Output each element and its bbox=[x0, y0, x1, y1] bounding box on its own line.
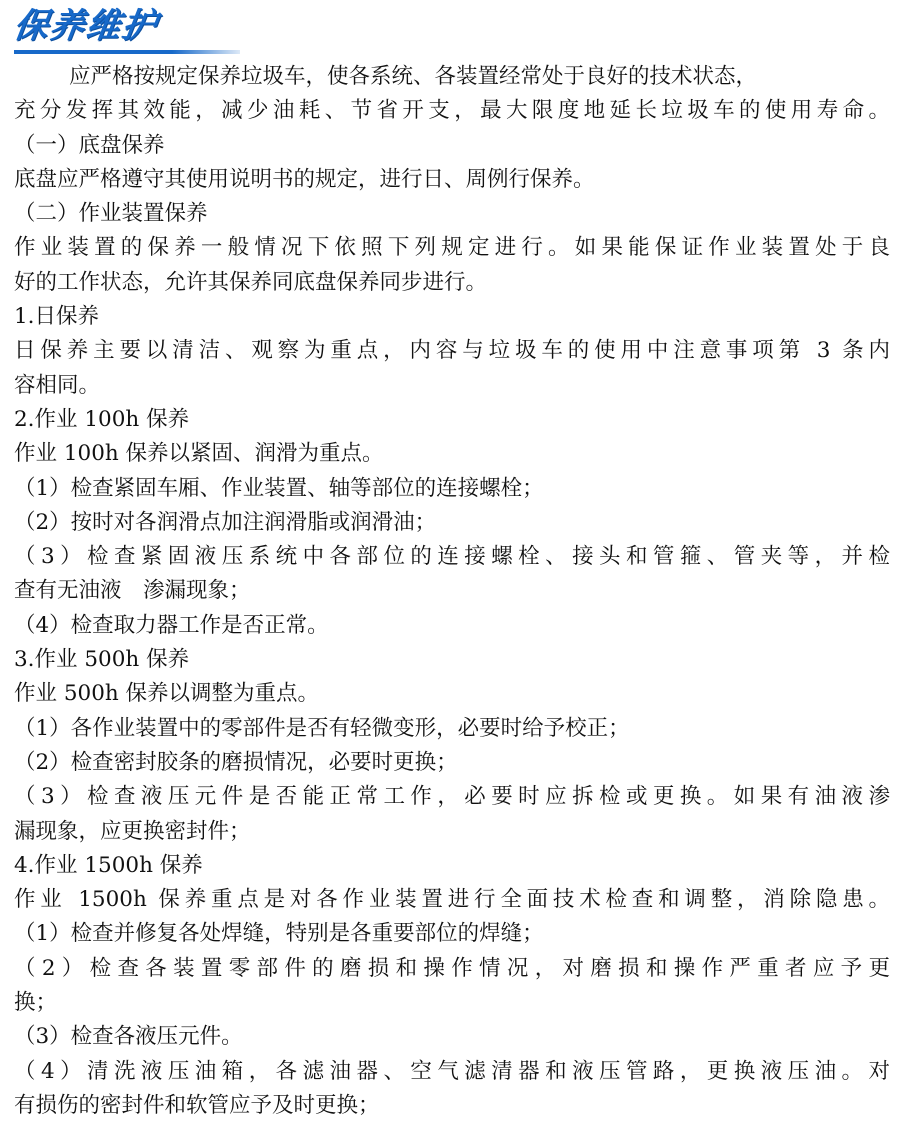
list-item: （2）按时对各润滑点加注润滑脂或润滑油； bbox=[14, 509, 437, 535]
paragraph-line: 充分发挥其效能，减少油耗、节省开支，最大限度地延长垃圾车的使用寿命。 bbox=[14, 98, 890, 124]
section-header bbox=[11, 6, 254, 58]
list-item: （3）检查液压元件是否能正常工作，必要时应拆检或更换。如果有油液渗 bbox=[14, 784, 890, 810]
paragraph-line: 作业 1500h 保养重点是对各作业装置进行全面技术检查和调整，消除隐患。 bbox=[14, 887, 890, 913]
paragraph-line: 好的工作状态，允许其保养同底盘保养同步进行。 bbox=[14, 269, 488, 295]
paragraph-line: 日保养主要以清洁、观察为重点，内容与垃圾车的使用中注意事项第 3 条内 bbox=[14, 338, 890, 364]
heading-1500h: 4.作业 1500h 保养 bbox=[14, 852, 203, 878]
list-item: （2）检查密封胶条的磨损情况，必要时更换； bbox=[14, 749, 458, 775]
paragraph-line: 作业 500h 保养以调整为重点。 bbox=[14, 681, 320, 707]
list-item-continued: 漏现象，应更换密封件； bbox=[14, 818, 251, 844]
section-title: 保养维护 bbox=[11, 6, 161, 46]
list-item: （1）检查并修复各处焊缝，特别是各重要部位的焊缝； bbox=[14, 921, 544, 947]
list-item-continued: 换； bbox=[14, 990, 58, 1016]
heading-daily: 1.日保养 bbox=[14, 304, 100, 330]
body-text bbox=[14, 60, 890, 1123]
paragraph-line: 容相同。 bbox=[14, 372, 101, 398]
list-item: （2）检查各装置零部件的磨损和操作情况，对磨损和操作严重者应予更 bbox=[14, 955, 890, 981]
list-item: （1）各作业装置中的零部件是否有轻微变形，必要时给予校正； bbox=[14, 715, 630, 741]
heading-100h: 2.作业 100h 保养 bbox=[14, 406, 190, 432]
list-item: （3）检查各液压元件。 bbox=[14, 1024, 243, 1050]
subheading-work-device: （二）作业装置保养 bbox=[14, 201, 208, 227]
list-item-continued: 有损伤的密封件和软管应予及时更换； bbox=[14, 1092, 380, 1118]
paragraph-line: 作业装置的保养一般情况下依照下列规定进行。如果能保证作业装置处于良 bbox=[14, 235, 890, 261]
paragraph-line: 底盘应严格遵守其使用说明书的规定，进行日、周例行保养。 bbox=[14, 166, 595, 192]
list-item-continued: 查有无油液 渗漏现象； bbox=[14, 578, 251, 604]
heading-500h: 3.作业 500h 保养 bbox=[14, 647, 190, 673]
list-item: （1）检查紧固车厢、作业装置、轴等部位的连接螺栓； bbox=[14, 475, 544, 501]
paragraph-line: 应严格按规定保养垃圾车，使各系统、各装置经常处于良好的技术状态， bbox=[69, 64, 758, 89]
list-item: （4）检查取力器工作是否正常。 bbox=[14, 612, 329, 638]
list-item: （4）清洗液压油箱，各滤油器、空气滤清器和液压管路，更换液压油。对 bbox=[14, 1058, 890, 1084]
list-item: （3）检查紧固液压系统中各部位的连接螺栓、接头和管箍、管夹等，并检 bbox=[14, 544, 890, 570]
paragraph-line: 作业 100h 保养以紧固、润滑为重点。 bbox=[14, 441, 384, 467]
subheading-chassis: （一）底盘保养 bbox=[14, 132, 165, 158]
title-underline bbox=[14, 50, 240, 54]
